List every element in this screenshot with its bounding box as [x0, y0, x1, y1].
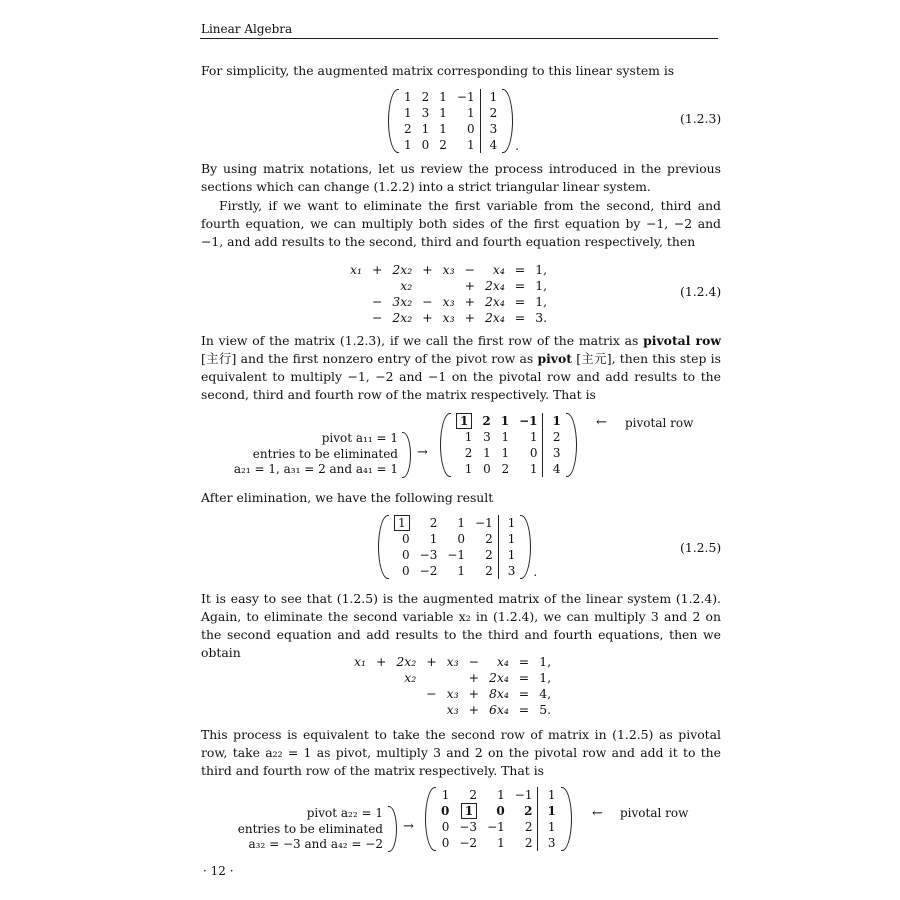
matrix-entry: 1 [497, 836, 505, 850]
left-arrow: ← [596, 415, 607, 430]
equation-term: x₃ [446, 686, 459, 701]
equation-term: x₂ [404, 670, 417, 685]
matrix-entry: 0 [483, 462, 491, 476]
equation-term: 6x₄ [488, 702, 509, 717]
equation-term: 8x₄ [488, 686, 509, 701]
equation-number: (1.2.4) [680, 284, 722, 299]
equation-number: (1.2.5) [680, 540, 722, 555]
matrix-entry: 1 [501, 430, 510, 444]
equation-term [370, 686, 392, 702]
matrix-entry: 1 [439, 90, 447, 104]
equation-term: x₃ [442, 262, 455, 277]
matrix-entry: 2 [485, 548, 493, 562]
equation-term: x₁ [354, 654, 366, 669]
matrix-entry: 1 [538, 803, 561, 819]
equation-term [420, 702, 442, 718]
pivotal-row-label: pivotal row [625, 416, 694, 430]
equation-term: x₄ [492, 262, 505, 277]
equation-term: 2x₂ [396, 654, 417, 669]
matrix-entry: 0 [496, 804, 505, 818]
equation-row [346, 294, 551, 310]
equation-term: + [375, 654, 387, 669]
equation-term [392, 702, 420, 718]
equation-term: = [514, 278, 526, 293]
matrix-entry: 1 [538, 819, 561, 835]
matrix-entry: 1 [421, 122, 430, 136]
matrix-entry: −1 [514, 788, 533, 802]
linear-system-1-2-4 [346, 262, 551, 326]
matrix-entry: 0 [441, 820, 450, 834]
left-paren [388, 89, 399, 153]
matrix-entry: 3 [421, 106, 430, 120]
linear-system-reduced [350, 654, 555, 718]
matrix-row [389, 515, 520, 531]
equation-term [350, 686, 370, 702]
equation-term: 1, [539, 670, 552, 685]
matrix-entry: 1 [501, 446, 510, 460]
equation-term: + [468, 702, 479, 717]
matrix-row [451, 445, 566, 461]
equation-term: + [468, 686, 479, 701]
equation-term: − [371, 310, 383, 325]
matrix-row [399, 137, 502, 153]
matrix-row [436, 819, 561, 835]
paragraph-firstly: Firstly, if we want to eliminate the first variable from the second, third and fourth equation, we can multiply both sides of the first equation by −1, −2 and −1, and add results to the second, third and fourth equation respectively, then [201, 198, 721, 249]
equation-term [350, 702, 370, 718]
equation-term: 3. [535, 310, 548, 325]
matrix-entry: 1 [529, 462, 538, 476]
pivot-box: 1 [394, 515, 410, 531]
paragraph-intro: For simplicity, the augmented matrix corresponding to this linear system is [201, 63, 675, 78]
matrix-entry: −1 [519, 414, 538, 428]
equation-term: = [518, 702, 530, 717]
equation-term [439, 278, 459, 294]
matrix-entry: 1 [404, 138, 412, 152]
equation-term: = [514, 310, 526, 325]
equation-term [346, 278, 366, 294]
right-arrow: → [417, 445, 428, 460]
matrix-entry: 1 [464, 462, 473, 476]
matrix-entry: 0 [529, 446, 538, 460]
equation-term: − [426, 686, 437, 701]
equation-term: 2x₄ [484, 278, 505, 293]
matrix-entry: 2 [464, 446, 473, 460]
matrix-entry: 2 [524, 820, 533, 834]
matrix-row [389, 547, 520, 563]
equation-term: x₁ [350, 262, 362, 277]
matrix-entry: 3 [498, 563, 520, 579]
matrix-entry: 1 [498, 531, 520, 547]
header-rule [200, 38, 718, 39]
equation-term: = [518, 686, 530, 701]
matrix-entry: −2 [419, 564, 438, 578]
matrix-entry: 0 [421, 138, 430, 152]
matrix-entry: −1 [475, 516, 493, 530]
matrix-row [389, 563, 520, 579]
equation-term: 1, [535, 262, 548, 277]
equation-term: + [371, 262, 383, 277]
equation-row [350, 686, 555, 702]
matrix-row [451, 429, 566, 445]
equation-term [392, 686, 420, 702]
matrix-entry: 1 [497, 788, 505, 802]
running-head: Linear Algebra [201, 22, 293, 36]
pivotal-row-label: pivotal row [620, 806, 689, 820]
matrix-entry: 0 [402, 548, 410, 562]
equation-term [350, 670, 370, 686]
step1-conditions: pivot a₁₁ = 1 entries to be eliminated a₂₁ = 1, a₃₁ = 2 and a₄₁ = 1 [233, 431, 398, 476]
matrix-entry: 1 [498, 515, 520, 531]
matrix-table [436, 787, 561, 851]
equation-term [443, 670, 463, 686]
matrix-entry: 3 [538, 835, 561, 851]
matrix-entry [451, 413, 477, 429]
equation-term [370, 670, 392, 686]
equation-term [366, 278, 388, 294]
matrix-entry: 0 [466, 122, 475, 136]
matrix-entry: 2 [482, 414, 491, 428]
matrix-entry: 1 [466, 106, 475, 120]
matrix-entry: −1 [447, 548, 466, 562]
matrix-entry: 1 [439, 106, 447, 120]
matrix-row [399, 105, 502, 121]
matrix-entry: 2 [485, 564, 493, 578]
matrix-entry: 2 [524, 836, 533, 850]
matrix-entry [454, 803, 482, 819]
matrix-entry: 2 [543, 429, 566, 445]
left-arrow: ← [592, 806, 603, 821]
equation-term: + [468, 670, 479, 685]
matrix-entry: 2 [404, 122, 412, 136]
equation-term: − [371, 294, 383, 309]
step1-matrix [440, 413, 577, 477]
matrix-entry: 2 [480, 105, 502, 121]
matrix-entry: 2 [485, 532, 493, 546]
equation-term: x₃ [446, 702, 459, 717]
matrix-entry: 1 [538, 787, 561, 803]
matrix-entry: 1 [404, 90, 412, 104]
right-paren [502, 89, 513, 153]
equation-row [350, 702, 555, 718]
equation-term: + [464, 278, 475, 293]
matrix-entry: −1 [456, 90, 475, 104]
matrix-entry: 3 [483, 430, 491, 444]
matrix-entry: 0 [441, 836, 450, 850]
step2-conditions: pivot a₂₂ = 1 entries to be eliminated a₃₂ = −3 and a₄₂ = −2 [237, 806, 383, 851]
matrix-entry: 4 [480, 137, 502, 153]
right-brace [402, 432, 411, 478]
matrix-entry: 2 [524, 804, 533, 818]
paragraph-review: By using matrix notations, let us review the process introduced in the previous sections which can change (1.2.2) into a strict triangular linear system. [201, 161, 721, 194]
paragraph-second-variable: It is easy to see that (1.2.5) is the augmented matrix of the linear system (1.2.4). Again, to eliminate the second variable x₂ in (1.2.4), we can multiply 3 and 2 on the second equation and add results to the third and fourth equations, then we obtain [201, 591, 721, 660]
matrix-entry: 0 [402, 532, 410, 546]
matrix-entry: 0 [457, 532, 466, 546]
equation-term: 1, [539, 654, 552, 669]
equation-term: 2x₄ [484, 294, 505, 309]
paragraph-second-pivot: This process is equivalent to take the second row of matrix in (1.2.5) as pivotal row, take a₂₂ = 1 as pivot, multiply 3 and 2 on the pivotal row and add it to the third and fourth row of the matrix respectively. That is [201, 727, 721, 778]
step2-matrix [425, 787, 572, 851]
equation-term: 1, [535, 278, 548, 293]
matrix-entry: −3 [419, 548, 438, 562]
page-number: · 12 · [203, 864, 234, 878]
equation-term [346, 294, 366, 310]
equation-term: = [514, 262, 526, 277]
equation-term: x₄ [496, 654, 509, 669]
equation-term [370, 702, 392, 718]
matrix-entry: 3 [480, 121, 502, 137]
equation-term: 4, [539, 686, 552, 701]
equation-term: + [464, 310, 475, 325]
matrix-entry: 2 [421, 90, 430, 104]
matrix-entry: 2 [469, 788, 478, 802]
matrix-entry: −2 [459, 836, 478, 850]
paragraph-pivot-definition: In view of the matrix (1.2.3), if we call the first row of the matrix as pivotal row [主行] and the first nonzero entry of the pivot row as pivot [主元], then this step is equivalent to multiply −1, −2 and −1 on the pivotal row and add results to the second, third and fourth row of the matrix respectively. That is [201, 333, 722, 402]
matrix-entry: 1 [429, 532, 438, 546]
matrix-entry: 1 [483, 446, 491, 460]
equation-term: = [518, 670, 530, 685]
matrix-1-2-5: 1 2 1 −1 1 0 1 0 2 1 0 −3 −1 2 1 0 −2 1 2 3 . [378, 515, 537, 579]
matrix-1-2-3: 1 2 1 −1 1 1 3 1 1 2 2 1 1 0 3 1 0 2 1 4 . [388, 89, 519, 153]
matrix-row [436, 803, 561, 819]
equation-term: − [464, 262, 475, 277]
equation-row [346, 310, 551, 326]
equation-row [350, 654, 555, 670]
matrix-entry: 1 [529, 430, 538, 444]
equation-row [346, 262, 551, 278]
equation-term: x₃ [446, 654, 459, 669]
matrix-entry: 1 [457, 564, 466, 578]
matrix-entry: 1 [441, 788, 450, 802]
matrix-row [436, 787, 561, 803]
equation-term: + [422, 262, 433, 277]
term-pivotal-row: pivotal row [643, 333, 722, 348]
matrix-table [451, 413, 566, 477]
matrix-row [451, 413, 566, 429]
equation-term: 1, [535, 294, 548, 309]
equation-number: (1.2.3) [680, 111, 722, 126]
matrix-entry [389, 515, 415, 531]
equation-term [346, 310, 366, 326]
matrix-entry: 1 [404, 106, 412, 120]
matrix-entry: 1 [439, 122, 447, 136]
pivot-box: 1 [456, 413, 472, 429]
equation-row [346, 278, 551, 294]
matrix-entry: 1 [466, 138, 475, 152]
matrix-entry: −1 [487, 820, 505, 834]
right-brace [388, 806, 397, 852]
matrix-entry: 2 [501, 462, 510, 476]
matrix-table [389, 515, 520, 579]
equation-term: x₂ [400, 278, 413, 293]
matrix-entry: 1 [464, 430, 473, 444]
equation-term [416, 278, 438, 294]
equation-term: 2x₂ [392, 262, 413, 277]
matrix-entry: 1 [543, 413, 566, 429]
equation-term: 2x₄ [488, 670, 509, 685]
matrix-entry: 4 [543, 461, 566, 477]
equation-term: 2x₂ [392, 310, 413, 325]
equation-term: − [422, 294, 433, 309]
equation-term: x₃ [442, 310, 455, 325]
matrix-row [451, 461, 566, 477]
matrix-row [399, 89, 502, 105]
equation-term: = [518, 654, 530, 669]
matrix-entry: 1 [457, 516, 466, 530]
right-arrow: → [403, 819, 414, 834]
equation-term [420, 670, 442, 686]
equation-row [350, 670, 555, 686]
matrix-entry: 1 [498, 547, 520, 563]
matrix-entry: 0 [402, 564, 410, 578]
matrix-table [399, 89, 502, 153]
matrix-row [389, 531, 520, 547]
pivot-box: 1 [461, 803, 477, 819]
matrix-entry: 2 [429, 516, 438, 530]
matrix-row [399, 121, 502, 137]
equation-term: = [514, 294, 526, 309]
equation-term: + [426, 654, 437, 669]
matrix-row [436, 835, 561, 851]
equation-term: 3x₂ [392, 294, 413, 309]
matrix-entry: 3 [543, 445, 566, 461]
equation-term: + [422, 310, 433, 325]
matrix-entry: 0 [441, 804, 450, 818]
paragraph-after-elimination: After elimination, we have the following result [201, 490, 494, 505]
term-pivot: pivot [537, 351, 572, 366]
matrix-entry: −3 [459, 820, 478, 834]
equation-term: 2x₄ [484, 310, 505, 325]
equation-term: 5. [539, 702, 552, 717]
matrix-entry: 1 [500, 414, 510, 428]
equation-term: + [464, 294, 475, 309]
matrix-entry: 2 [439, 138, 447, 152]
matrix-entry: 1 [480, 89, 502, 105]
equation-term: − [468, 654, 479, 669]
equation-term: x₃ [442, 294, 455, 309]
